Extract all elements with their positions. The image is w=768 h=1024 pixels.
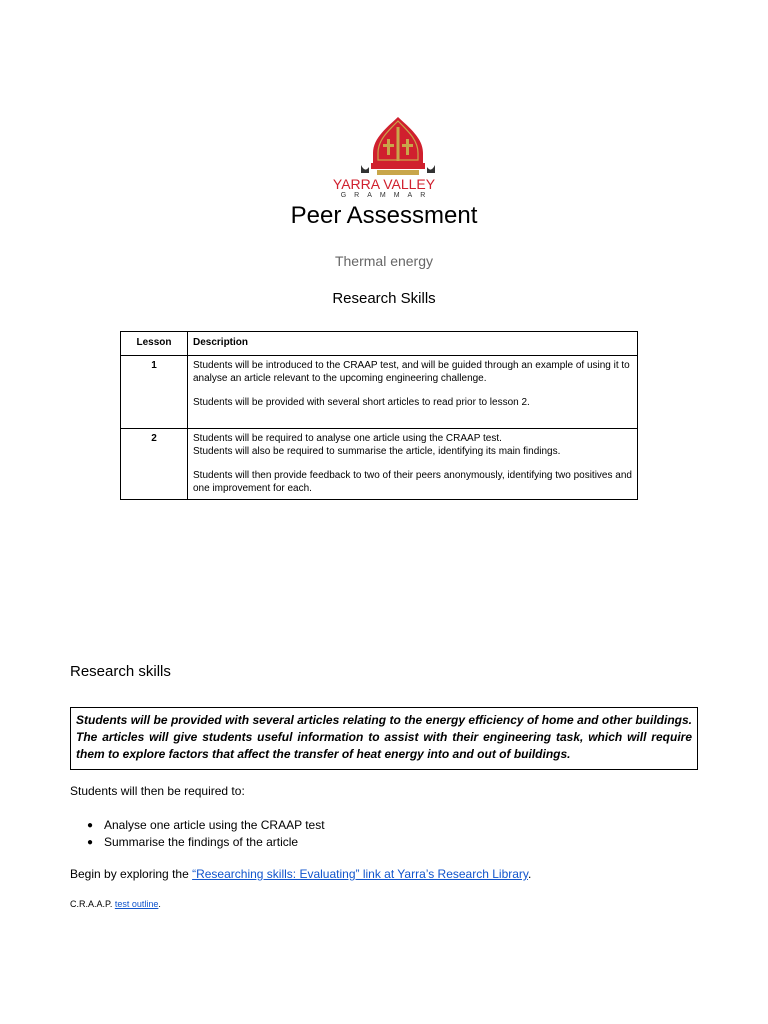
table-row [121, 429, 638, 500]
description-paragraph: Students will then provide feedback to two of their peers anonymously, identifying two positives and one improvement for each. [193, 470, 632, 494]
lesson-description [188, 356, 638, 429]
list-item [70, 834, 325, 851]
logo-subtitle: GRAMMAR [340, 192, 434, 199]
lesson-description [188, 429, 638, 500]
begin-prefix: Begin by exploring the [70, 867, 193, 881]
begin-suffix: . [528, 867, 532, 881]
task-text: Summarise the findings of the article [104, 835, 299, 849]
research-skills-heading: Research skills [70, 663, 171, 680]
description-paragraph: Students will be required to analyse one article using the CRAAP test. [193, 433, 502, 444]
column-header-lesson: Lesson [121, 332, 188, 356]
list-item [70, 817, 325, 834]
research-summary-box: Students will be provided with several articles relating to the energy efficiency of home and other buildings. The articles will give students useful information to assist with their engineering task, which will require them to explore factors that affect the transfer of heat energy into and out of buildings. [70, 707, 698, 770]
task-list [70, 817, 325, 851]
column-header-description: Description [188, 332, 638, 356]
begin-exploring-line [70, 867, 531, 881]
page-title: Peer Assessment [290, 202, 478, 229]
tasks-intro: Students will then be required to: [70, 784, 245, 798]
test-outline-link[interactable]: test outline [114, 899, 159, 909]
logo-wordmark: YARRA VALLEY [332, 176, 436, 192]
lesson-number: 1 [121, 356, 188, 429]
research-library-link[interactable]: “Researching skills: Evaluating” link at Yarra’s Research Library [192, 867, 529, 881]
lesson-number: 2 [121, 429, 188, 500]
description-paragraph: Students will be introduced to the CRAAP test, and will be guided through an example of using it to analyse an article relevant to the upcoming engineering challenge. [193, 360, 630, 384]
description-paragraph: Students will also be required to summarise the article, identifying its main findings. [193, 445, 561, 457]
table-row [121, 356, 638, 429]
craap-suffix: . [158, 899, 161, 909]
task-text: Analyse one article using the CRAAP test [104, 818, 325, 832]
bullet-icon: ● [87, 837, 94, 848]
craap-outline-line [70, 899, 161, 909]
bullet-icon: ● [87, 820, 94, 831]
section-heading: Research Skills [332, 290, 436, 307]
craap-prefix: C.R.A.A.P. [70, 899, 115, 909]
table-header-row [121, 332, 638, 356]
lessons-table [120, 331, 638, 500]
page-subtitle: Thermal energy [334, 253, 434, 269]
description-paragraph: Students will be provided with several short articles to read prior to lesson 2. [193, 397, 530, 408]
